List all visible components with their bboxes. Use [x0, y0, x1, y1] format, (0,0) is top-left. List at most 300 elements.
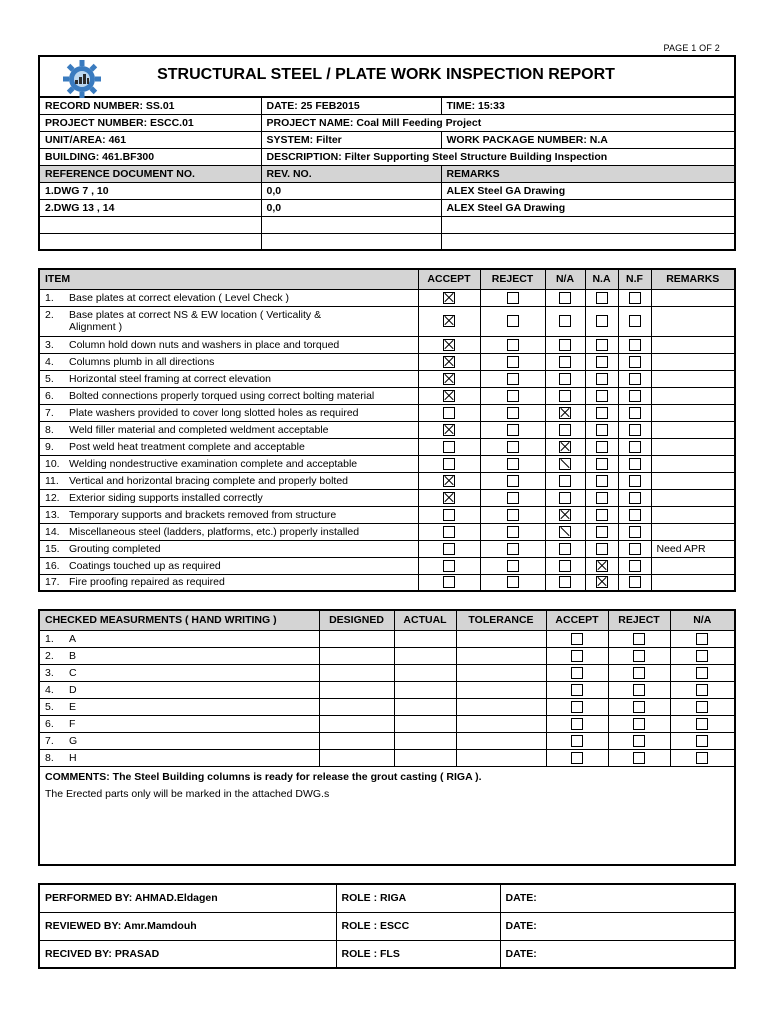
checkbox-n-a-icon[interactable] — [596, 475, 608, 487]
project-number: PROJECT NUMBER: ESCC.01 — [39, 114, 261, 131]
checkbox-na-icon[interactable] — [559, 315, 571, 327]
checklist-item — [39, 387, 418, 404]
checkbox-accept-icon[interactable] — [571, 735, 583, 747]
item-remark — [651, 574, 735, 591]
ref-remark: ALEX Steel GA Drawing — [441, 182, 735, 199]
measure-letter: F — [69, 717, 76, 730]
checkbox-na-icon[interactable] — [696, 633, 708, 645]
checkbox-reject-icon[interactable] — [633, 752, 645, 764]
checkbox-accept-icon[interactable] — [443, 526, 455, 538]
measurement-label — [39, 647, 319, 664]
checkbox-accept-icon[interactable] — [443, 543, 455, 555]
col-reject: REJECT — [480, 269, 545, 289]
item-text: Base plates at correct elevation ( Level Check ) — [69, 291, 290, 304]
comments-text: The Erected parts only will be marked in the attached DWG.s — [45, 787, 330, 800]
checkbox-n-a-icon[interactable] — [596, 390, 608, 402]
checkbox-reject-icon[interactable] — [633, 718, 645, 730]
measurement-label — [39, 630, 319, 647]
ref-doc — [39, 216, 261, 233]
measure-number: 2. — [45, 649, 54, 662]
remarks-header: REMARKS — [441, 165, 735, 182]
checkbox-reject-icon[interactable] — [507, 543, 519, 555]
checkbox-accept-icon[interactable] — [443, 292, 455, 304]
signoff-row — [39, 940, 735, 968]
checkbox-reject-icon[interactable] — [633, 633, 645, 645]
measure-number: 6. — [45, 717, 54, 730]
col-remarks: REMARKS — [651, 269, 735, 289]
checkbox-accept-icon[interactable] — [443, 339, 455, 351]
checkbox-reject-icon[interactable] — [507, 509, 519, 521]
actual-value[interactable] — [394, 630, 456, 647]
checkbox-na-icon[interactable] — [559, 356, 571, 368]
checkbox-reject-icon[interactable] — [507, 560, 519, 572]
measurements-body — [39, 630, 735, 766]
checkbox-na-icon[interactable] — [559, 373, 571, 385]
checkbox-nf-icon[interactable] — [629, 441, 641, 453]
actual-value[interactable] — [394, 681, 456, 698]
col-measurement: CHECKED MEASURMENTS ( HAND WRITING ) — [39, 610, 319, 630]
project-name: PROJECT NAME: Coal Mill Feeding Project — [261, 114, 735, 131]
col-m-na: N/A — [670, 610, 735, 630]
tolerance-value[interactable] — [456, 749, 546, 766]
measurement-label — [39, 732, 319, 749]
checkbox-na-icon[interactable] — [696, 650, 708, 662]
checklist-row — [39, 523, 735, 540]
checkbox-nf-icon[interactable] — [629, 390, 641, 402]
checklist-item — [39, 438, 418, 455]
checkbox-reject-icon[interactable] — [633, 684, 645, 696]
checkbox-nf-icon[interactable] — [629, 543, 641, 555]
checklist-row — [39, 540, 735, 557]
checkbox-n-a-icon[interactable] — [596, 458, 608, 470]
measure-number: 5. — [45, 700, 54, 713]
checkbox-accept-icon[interactable] — [443, 441, 455, 453]
checkbox-accept-icon[interactable] — [571, 701, 583, 713]
col-item: ITEM — [39, 269, 418, 289]
checkbox-n-a-icon[interactable] — [596, 373, 608, 385]
checklist-row — [39, 455, 735, 472]
checklist-row — [39, 557, 735, 574]
checkbox-na-icon[interactable] — [559, 492, 571, 504]
col-n-a: N.A — [585, 269, 618, 289]
item-number: 7. — [45, 406, 54, 419]
reviewed-date[interactable]: DATE: — [500, 912, 735, 940]
checkbox-accept-icon[interactable] — [571, 633, 583, 645]
checkbox-nf-icon[interactable] — [629, 576, 641, 588]
col-m-reject: REJECT — [608, 610, 670, 630]
checklist-row — [39, 370, 735, 387]
item-number: 14. — [45, 525, 60, 538]
actual-value[interactable] — [394, 715, 456, 732]
checkbox-n-a-icon[interactable] — [596, 526, 608, 538]
measurement-row — [39, 749, 735, 766]
checklist-row — [39, 404, 735, 421]
checkbox-na-icon[interactable] — [696, 752, 708, 764]
measurement-row — [39, 732, 735, 749]
checkbox-nf-icon[interactable] — [629, 356, 641, 368]
building-field: BUILDING: 461.BF300 — [39, 148, 261, 165]
ref-rev: 0,0 — [261, 199, 441, 216]
signoff-table — [38, 883, 736, 969]
item-remark — [651, 523, 735, 540]
item-remark — [651, 438, 735, 455]
work-package: WORK PACKAGE NUMBER: N.A — [441, 131, 735, 148]
tolerance-value[interactable] — [456, 698, 546, 715]
received-date[interactable]: DATE: — [500, 940, 735, 968]
checklist-item — [39, 306, 418, 336]
checkbox-n-a-icon[interactable] — [596, 424, 608, 436]
measure-letter: B — [69, 649, 77, 662]
checkbox-reject-icon[interactable] — [507, 292, 519, 304]
measurements-table — [38, 609, 736, 866]
checkbox-na-icon[interactable] — [559, 560, 571, 572]
checkbox-na-icon[interactable] — [696, 701, 708, 713]
item-number: 8. — [45, 423, 54, 436]
checkbox-nf-icon[interactable] — [629, 292, 641, 304]
item-number: 6. — [45, 389, 54, 402]
item-remark — [651, 289, 735, 306]
measure-number: 1. — [45, 632, 54, 645]
designed-value[interactable] — [319, 749, 394, 766]
col-m-accept: ACCEPT — [546, 610, 608, 630]
ref-rev — [261, 233, 441, 250]
checkbox-accept-icon[interactable] — [571, 667, 583, 679]
item-number: 10. — [45, 457, 60, 470]
item-text: Horizontal steel framing at correct elevation — [69, 372, 271, 385]
ref-row — [39, 182, 735, 199]
received-role: ROLE : FLS — [336, 940, 500, 968]
description-field: DESCRIPTION: Filter Supporting Steel Structure Building Inspection — [261, 148, 735, 165]
designed-value[interactable] — [319, 681, 394, 698]
checkbox-na-icon[interactable] — [559, 458, 571, 470]
checkbox-na-icon[interactable] — [559, 543, 571, 555]
ref-doc-header: REFERENCE DOCUMENT NO. — [39, 165, 261, 182]
checklist-row — [39, 574, 735, 591]
item-remark — [651, 557, 735, 574]
checkbox-reject-icon[interactable] — [507, 424, 519, 436]
item-remark — [651, 336, 735, 353]
item-text: Bolted connections properly torqued using correct bolting material — [69, 389, 375, 402]
item-number: 16. — [45, 559, 60, 572]
tolerance-value[interactable] — [456, 681, 546, 698]
checkbox-reject-icon[interactable] — [633, 735, 645, 747]
checklist-item — [39, 523, 418, 540]
checkbox-na-icon[interactable] — [559, 390, 571, 402]
tolerance-value[interactable] — [456, 664, 546, 681]
measurement-row — [39, 715, 735, 732]
checklist-item — [39, 489, 418, 506]
ref-doc: 2.DWG 13 , 14 — [39, 199, 261, 216]
ref-row — [39, 233, 735, 250]
item-number: 11. — [45, 474, 59, 487]
checkbox-accept-icon[interactable] — [571, 718, 583, 730]
tolerance-value[interactable] — [456, 732, 546, 749]
checkbox-accept-icon[interactable] — [571, 684, 583, 696]
item-remark — [651, 387, 735, 404]
checkbox-reject-icon[interactable] — [507, 390, 519, 402]
checkbox-accept-icon[interactable] — [443, 458, 455, 470]
checklist-item — [39, 540, 418, 557]
checkbox-reject-icon[interactable] — [507, 526, 519, 538]
tolerance-value[interactable] — [456, 647, 546, 664]
checkbox-accept-icon[interactable] — [443, 509, 455, 521]
checkbox-nf-icon[interactable] — [629, 339, 641, 351]
checkbox-reject-icon[interactable] — [507, 492, 519, 504]
item-text: Vertical and horizontal bracing complete and properly bolted — [69, 474, 349, 487]
checkbox-nf-icon[interactable] — [629, 315, 641, 327]
item-remark — [651, 306, 735, 336]
checkbox-reject-icon[interactable] — [507, 407, 519, 419]
inspection-checklist — [38, 268, 736, 592]
checklist-row — [39, 289, 735, 306]
checkbox-n-a-icon[interactable] — [596, 576, 608, 588]
checkbox-n-a-icon[interactable] — [596, 509, 608, 521]
signoff-row — [39, 884, 735, 912]
performed-date[interactable]: DATE: — [500, 884, 735, 912]
checkbox-reject-icon[interactable] — [507, 356, 519, 368]
checkbox-reject-icon[interactable] — [633, 667, 645, 679]
item-text: Miscellaneous steel (ladders, platforms, etc.) properly installed — [69, 525, 360, 538]
checkbox-accept-icon[interactable] — [443, 373, 455, 385]
designed-value[interactable] — [319, 647, 394, 664]
item-remark — [651, 506, 735, 523]
measure-number: 3. — [45, 666, 54, 679]
item-text: Base plates at correct NS & EW location ( Verticality & — [69, 309, 322, 321]
item-remark — [651, 489, 735, 506]
item-text: Coatings touched up as required — [69, 559, 221, 572]
comments-label: COMMENTS: The Steel Building columns is ready for release the grout casting ( RIGA ). — [45, 770, 482, 783]
item-remark — [651, 421, 735, 438]
item-text: Weld filler material and completed weldment acceptable — [69, 423, 329, 436]
measurement-row — [39, 681, 735, 698]
checklist-row — [39, 353, 735, 370]
checkbox-accept-icon[interactable] — [443, 407, 455, 419]
ref-remark — [441, 216, 735, 233]
gear-logo-icon — [62, 59, 102, 99]
checkbox-accept-icon[interactable] — [443, 424, 455, 436]
measure-letter: H — [69, 751, 77, 764]
checkbox-na-icon[interactable] — [559, 576, 571, 588]
col-tolerance: TOLERANCE — [456, 610, 546, 630]
checkbox-accept-icon[interactable] — [443, 576, 455, 588]
checkbox-na-icon[interactable] — [559, 509, 571, 521]
checkbox-reject-icon[interactable] — [507, 373, 519, 385]
ref-row — [39, 216, 735, 233]
checkbox-reject-icon[interactable] — [507, 576, 519, 588]
checkbox-reject-icon[interactable] — [507, 315, 519, 327]
received-by: RECIVED BY: PRASAD — [39, 940, 336, 968]
col-designed: DESIGNED — [319, 610, 394, 630]
page-number: PAGE 1 OF 2 — [663, 43, 720, 53]
item-remark — [651, 472, 735, 489]
measurement-label — [39, 749, 319, 766]
checkbox-na-icon[interactable] — [696, 684, 708, 696]
comments-cell — [39, 766, 735, 865]
checkbox-nf-icon[interactable] — [629, 492, 641, 504]
item-text: Welding nondestructive examination complete and acceptable — [69, 457, 358, 470]
checkbox-n-a-icon[interactable] — [596, 492, 608, 504]
item-remark: Need APR — [651, 540, 735, 557]
checkbox-nf-icon[interactable] — [629, 509, 641, 521]
signoff-row — [39, 912, 735, 940]
checklist-item — [39, 506, 418, 523]
checkbox-n-a-icon[interactable] — [596, 292, 608, 304]
checkbox-accept-icon[interactable] — [443, 315, 455, 327]
designed-value[interactable] — [319, 630, 394, 647]
checklist-item — [39, 557, 418, 574]
item-number: 3. — [45, 338, 54, 351]
measure-number: 7. — [45, 734, 54, 747]
performed-by: PERFORMED BY: AHMAD.Eldagen — [39, 884, 336, 912]
record-number: RECORD NUMBER: SS.01 — [39, 97, 261, 114]
performed-role: ROLE : RIGA — [336, 884, 500, 912]
checklist-row — [39, 472, 735, 489]
measure-number: 8. — [45, 751, 54, 764]
actual-value[interactable] — [394, 664, 456, 681]
checkbox-accept-icon[interactable] — [443, 390, 455, 402]
checklist-item — [39, 289, 418, 306]
checklist-row — [39, 306, 735, 336]
item-number: 1. — [45, 291, 54, 304]
checklist-row — [39, 421, 735, 438]
checkbox-accept-icon[interactable] — [443, 560, 455, 572]
checkbox-nf-icon[interactable] — [629, 373, 641, 385]
checkbox-accept-icon[interactable] — [443, 356, 455, 368]
designed-value[interactable] — [319, 732, 394, 749]
tolerance-value[interactable] — [456, 715, 546, 732]
item-text-cont: Alignment ) — [69, 321, 123, 333]
actual-value[interactable] — [394, 732, 456, 749]
unit-area: UNIT/AREA: 461 — [39, 131, 261, 148]
designed-value[interactable] — [319, 715, 394, 732]
checkbox-na-icon[interactable] — [696, 735, 708, 747]
checkbox-reject-icon[interactable] — [507, 475, 519, 487]
checklist-row — [39, 387, 735, 404]
actual-value[interactable] — [394, 647, 456, 664]
designed-value[interactable] — [319, 698, 394, 715]
checkbox-accept-icon[interactable] — [571, 650, 583, 662]
item-remark — [651, 370, 735, 387]
checklist-row — [39, 489, 735, 506]
checkbox-reject-icon[interactable] — [507, 339, 519, 351]
checklist-row — [39, 336, 735, 353]
checkbox-nf-icon[interactable] — [629, 526, 641, 538]
item-text: Fire proofing repaired as required — [69, 576, 225, 589]
checkbox-na-icon[interactable] — [559, 441, 571, 453]
checkbox-nf-icon[interactable] — [629, 475, 641, 487]
report-title: STRUCTURAL STEEL / PLATE WORK INSPECTION REPORT — [157, 66, 615, 83]
item-text: Column hold down nuts and washers in place and torqued — [69, 338, 340, 351]
ref-remark — [441, 233, 735, 250]
checkbox-reject-icon[interactable] — [507, 458, 519, 470]
checkbox-nf-icon[interactable] — [629, 560, 641, 572]
tolerance-value[interactable] — [456, 630, 546, 647]
checkbox-na-icon[interactable] — [559, 424, 571, 436]
checkbox-n-a-icon[interactable] — [596, 356, 608, 368]
checkbox-n-a-icon[interactable] — [596, 543, 608, 555]
checkbox-n-a-icon[interactable] — [596, 560, 608, 572]
item-number: 9. — [45, 440, 54, 453]
checkbox-n-a-icon[interactable] — [596, 441, 608, 453]
measurement-row — [39, 647, 735, 664]
ref-remark: ALEX Steel GA Drawing — [441, 199, 735, 216]
item-text: Post weld heat treatment complete and acceptable — [69, 440, 305, 453]
checkbox-na-icon[interactable] — [559, 526, 571, 538]
system-field: SYSTEM: Filter — [261, 131, 441, 148]
item-remark — [651, 353, 735, 370]
measurement-label — [39, 681, 319, 698]
checklist-row — [39, 506, 735, 523]
item-text: Temporary supports and brackets removed from structure — [69, 508, 337, 521]
ref-doc: 1.DWG 7 , 10 — [39, 182, 261, 199]
item-number: 13. — [45, 508, 60, 521]
measurement-label — [39, 698, 319, 715]
checklist-item — [39, 472, 418, 489]
designed-value[interactable] — [319, 664, 394, 681]
item-number: 12. — [45, 491, 60, 504]
ref-row — [39, 199, 735, 216]
actual-value[interactable] — [394, 749, 456, 766]
checkbox-nf-icon[interactable] — [629, 458, 641, 470]
checklist-row — [39, 438, 735, 455]
rev-header: REV. NO. — [261, 165, 441, 182]
checkbox-n-a-icon[interactable] — [596, 339, 608, 351]
item-number: 15. — [45, 542, 60, 555]
ref-rev: 0,0 — [261, 182, 441, 199]
actual-value[interactable] — [394, 698, 456, 715]
measurement-row — [39, 698, 735, 715]
ref-rev — [261, 216, 441, 233]
item-number: 17. — [45, 576, 60, 589]
checkbox-na-icon[interactable] — [559, 407, 571, 419]
measure-letter: G — [69, 734, 78, 747]
checkbox-n-a-icon[interactable] — [596, 315, 608, 327]
checkbox-accept-icon[interactable] — [443, 492, 455, 504]
checkbox-nf-icon[interactable] — [629, 407, 641, 419]
checkbox-reject-icon[interactable] — [633, 650, 645, 662]
checkbox-na-icon[interactable] — [559, 339, 571, 351]
checklist-item — [39, 421, 418, 438]
measure-letter: D — [69, 683, 77, 696]
item-text: Plate washers provided to cover long slotted holes as required — [69, 406, 359, 419]
item-remark — [651, 404, 735, 421]
col-na: N/A — [545, 269, 585, 289]
checkbox-reject-icon[interactable] — [507, 441, 519, 453]
checklist-item — [39, 370, 418, 387]
checkbox-reject-icon[interactable] — [633, 701, 645, 713]
checkbox-na-icon[interactable] — [696, 718, 708, 730]
date-field: DATE: 25 FEB2015 — [261, 97, 441, 114]
checkbox-accept-icon[interactable] — [571, 752, 583, 764]
item-remark — [651, 455, 735, 472]
checklist-body — [39, 289, 735, 591]
item-text: Exterior siding supports installed correctly — [69, 491, 263, 504]
checkbox-n-a-icon[interactable] — [596, 407, 608, 419]
checkbox-accept-icon[interactable] — [443, 475, 455, 487]
checkbox-na-icon[interactable] — [696, 667, 708, 679]
measurement-label — [39, 664, 319, 681]
measure-letter: A — [69, 632, 77, 645]
checkbox-na-icon[interactable] — [559, 292, 571, 304]
item-number: 2. — [45, 309, 54, 321]
item-text: Columns plumb in all directions — [69, 355, 215, 368]
checkbox-na-icon[interactable] — [559, 475, 571, 487]
col-accept: ACCEPT — [418, 269, 480, 289]
checklist-item — [39, 455, 418, 472]
checkbox-nf-icon[interactable] — [629, 424, 641, 436]
item-number: 4. — [45, 355, 54, 368]
ref-doc — [39, 233, 261, 250]
